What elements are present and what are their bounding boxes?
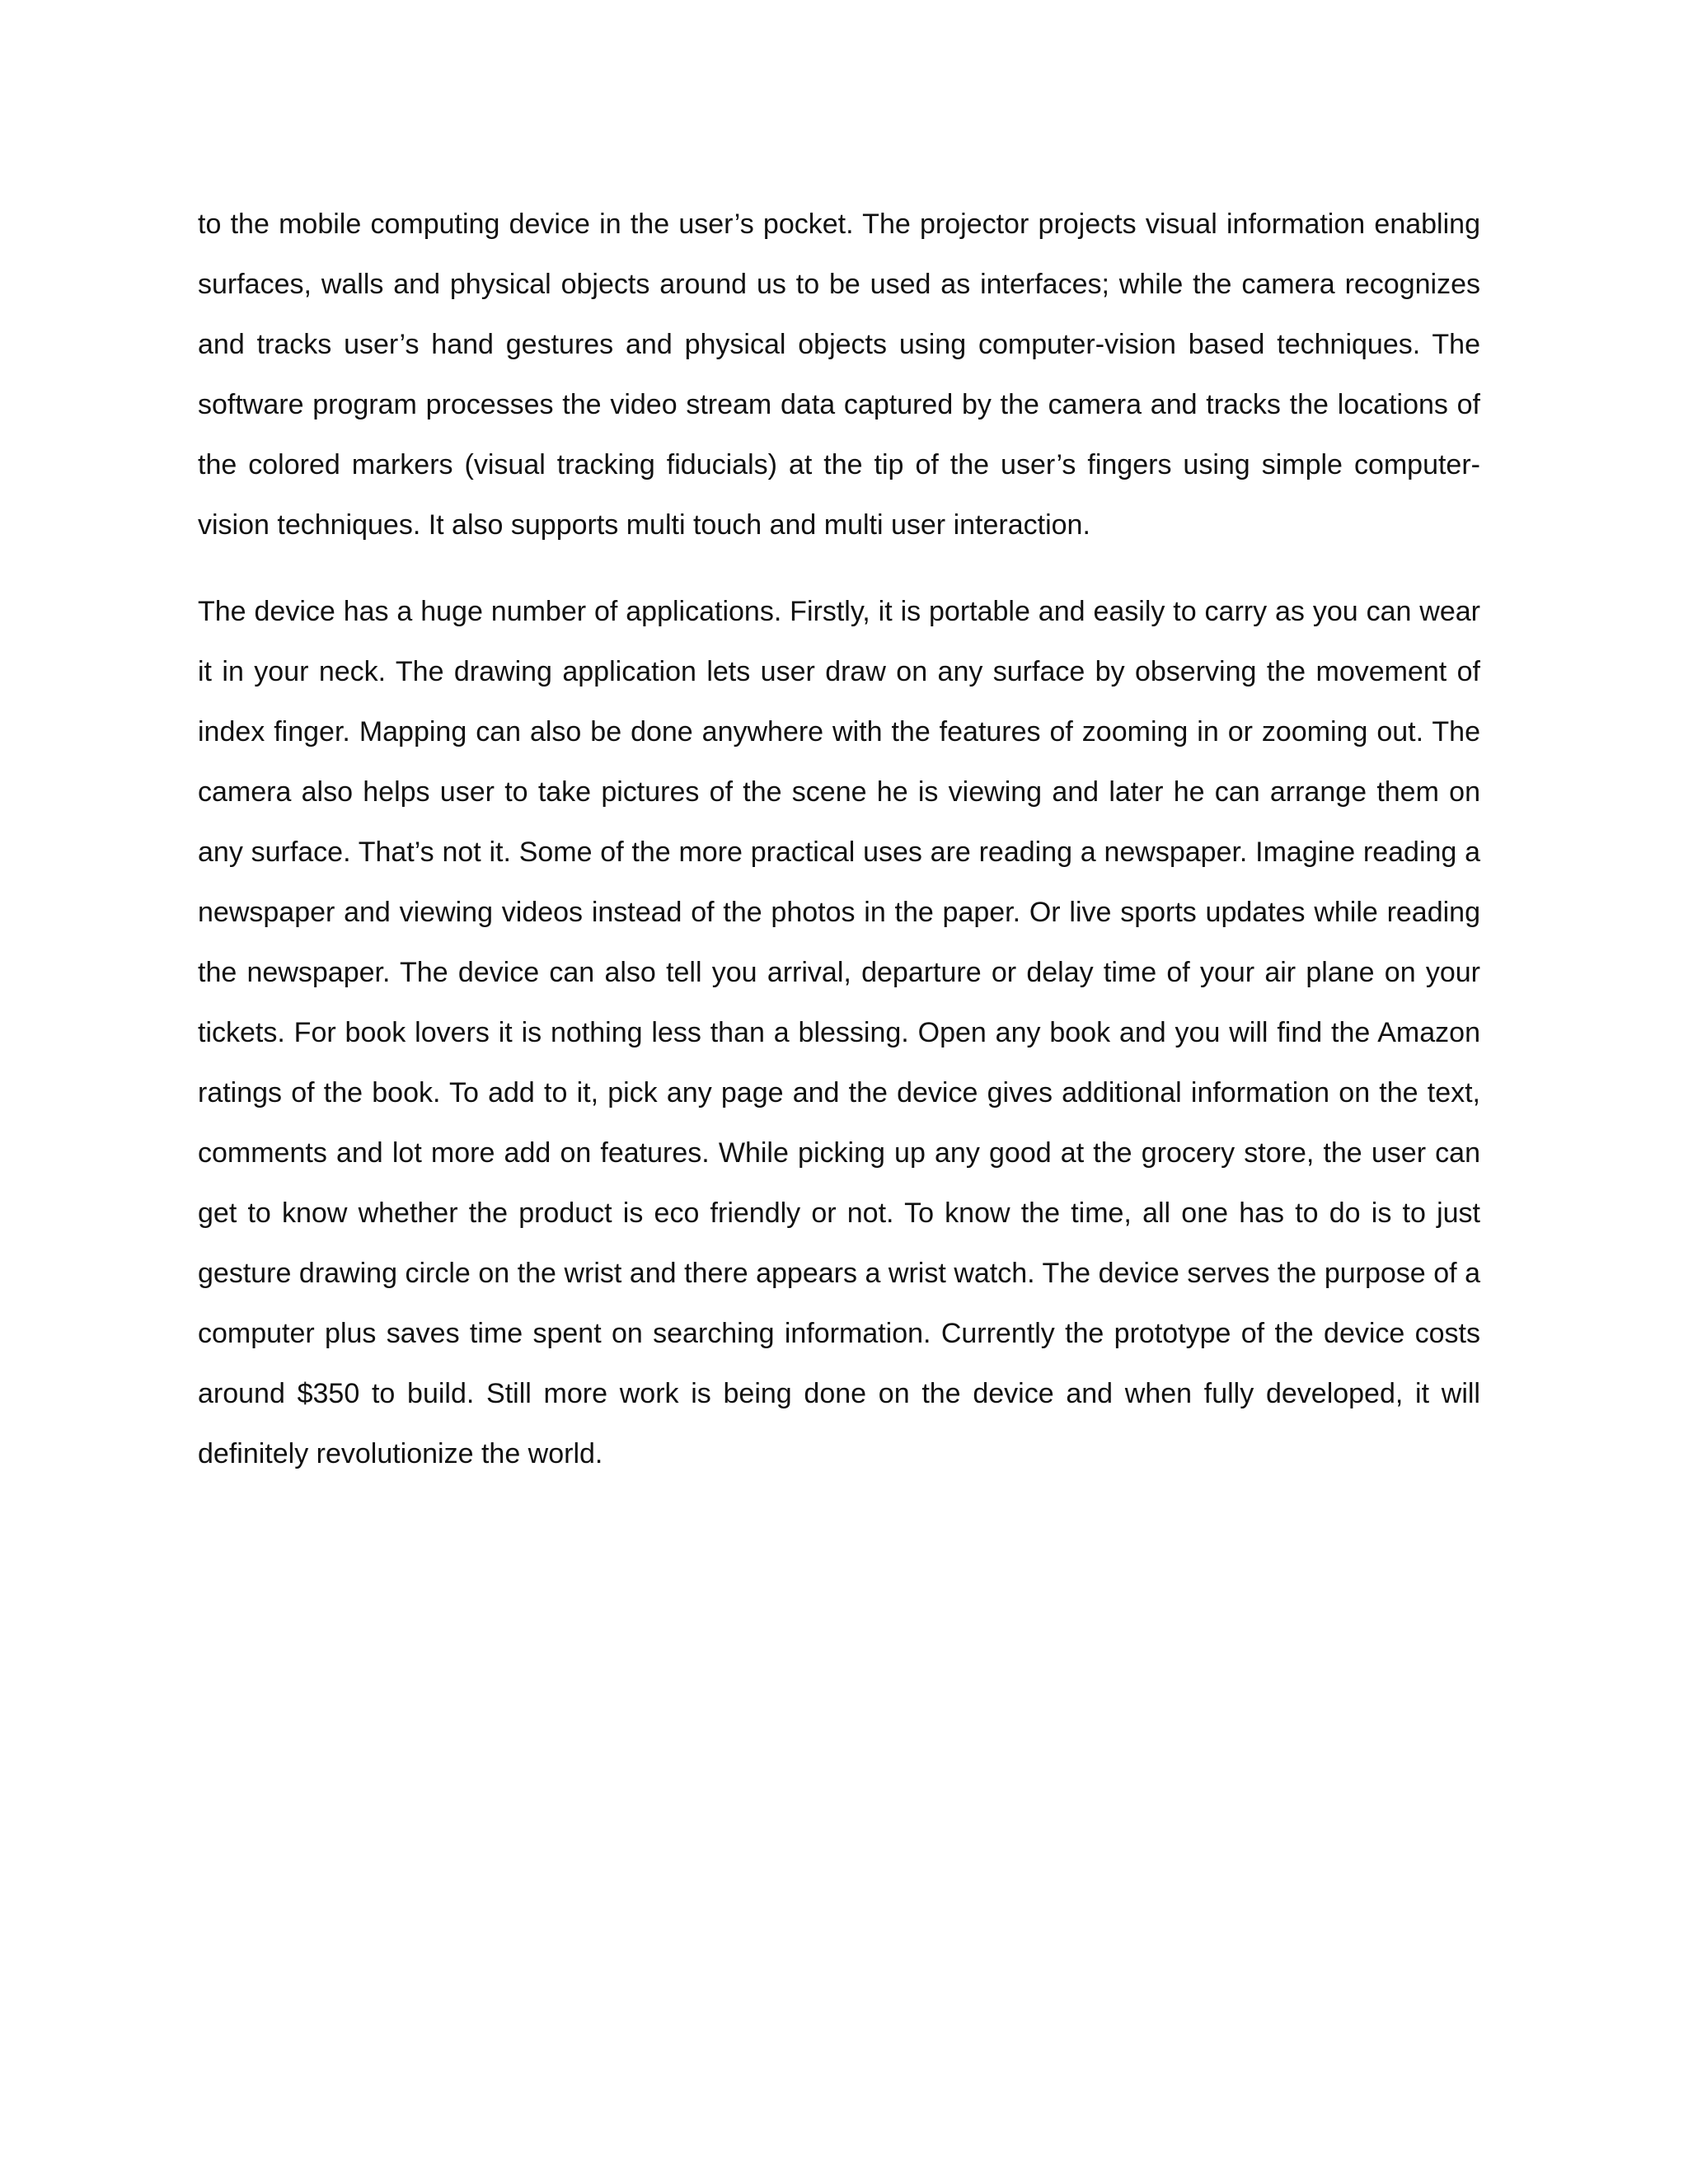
paragraph-sixth-sense-components: to the mobile computing device in the user’s pocket. The projector projects visual information enabling surfaces, walls and physical objects around us to be used as interfaces; while the camera recognizes and tracks user’s hand gestures and physical objects using computer-vision based techniques. The software program processes the video stream data captured by the camera and tracks the locations of the colored markers (visual tracking fiducials) at the tip of the user’s fingers using simple computer-vision techniques. It also supports multi touch and multi user interaction. bbox=[198, 209, 1480, 541]
paragraph-applications: The device has a huge number of applications. Firstly, it is portable and easily to carry as you can wear it in your neck. The drawing application lets user draw on any surface by observing the movement of index finger. Mapping can also be done anywhere with the features of zooming in or zooming out. The camera also helps user to take pictures of the scene he is viewing and later he can arrange them on any surface. That’s not it. Some of the more practical uses are reading a newspaper. Imagine reading a newspaper and viewing videos instead of the photos in the paper. Or live sports updates while reading the newspaper. The device can also tell you arrival, departure or delay time of your air plane on your tickets. For book lovers it is nothing less than a blessing. Open any book and you will find the Amazon ratings of the book. To add to it, pick any page and the device gives additional information on the text, comments and lot more add on features. While picking up any good at the grocery store, the user can get to know whether the product is eco friendly or not. To know the time, all one has to do is to just gesture drawing circle on the wrist and there appears a wrist watch. The device serves the purpose of a computer plus saves time spent on searching information. Currently the prototype of the device costs around $350 to build. Still more work is being done on the device and when fully developed, it will definitely revolutionize the world. bbox=[198, 596, 1480, 1469]
document-body bbox=[198, 194, 1480, 1484]
